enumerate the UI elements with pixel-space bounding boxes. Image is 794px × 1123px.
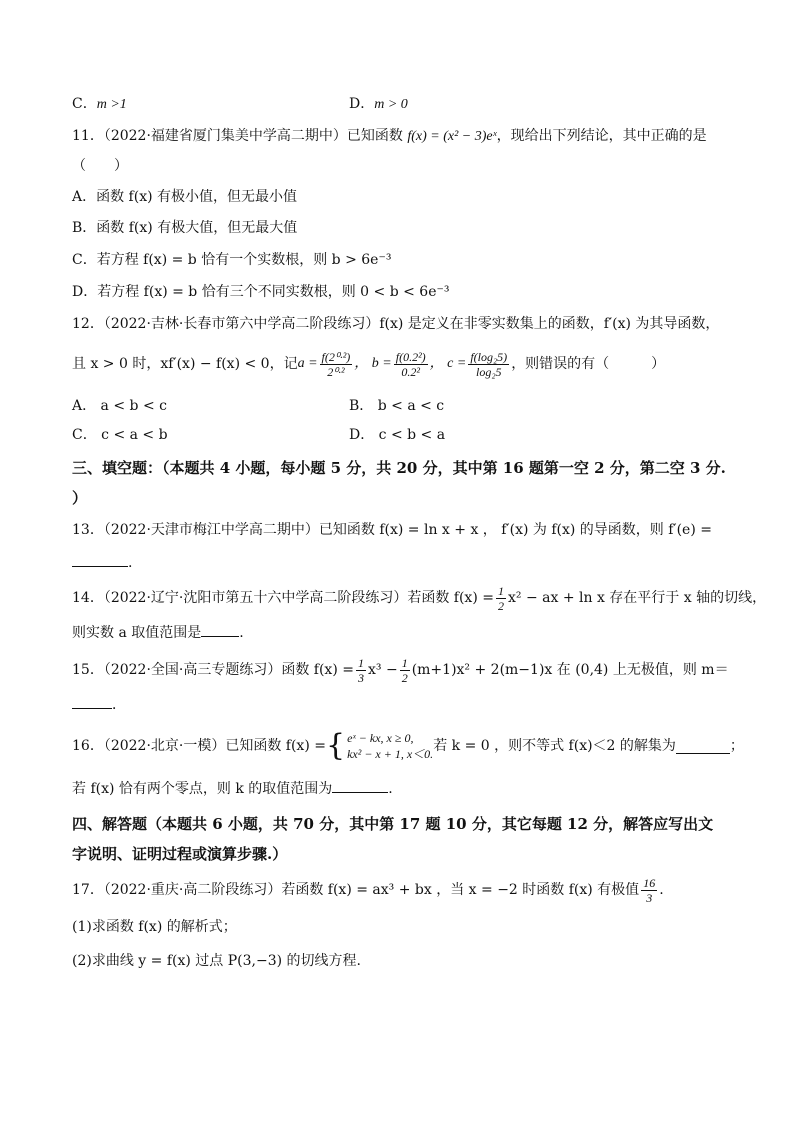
q16-semicolon: ； (729, 738, 744, 754)
q17-stem-text: 17．（2022·重庆·高二阶段练习）若函数 f(x) = ax³ + bx ，当 x = −2 时函数 f(x) 有极值 (72, 882, 640, 898)
left-brace-icon: { (325, 728, 346, 763)
section3-title-end: ） (72, 489, 88, 507)
q16-line2 (72, 778, 393, 799)
q11-option-a: A．函数 f(x) 有极小值，但无最小值 (72, 189, 298, 205)
section4-title-cont: 字说明、证明过程或演算步骤.） (72, 845, 288, 863)
q12-option-c: C． c < a < b (72, 427, 168, 443)
q10-option-c (72, 94, 127, 115)
q12-c-numerator: f(log₂5) (470, 349, 508, 364)
q14-blank[interactable] (201, 622, 239, 637)
q12-stem-line2 (72, 344, 665, 384)
q12-stem-line1: 12．（2022·吉林·长春市第六中学高二阶段练习）f(x) 是定义在非零实数集上的函数，f′(x) 为其导函数， (72, 316, 720, 332)
q12-a-denominator: 2⁰·² (327, 364, 345, 379)
q14-fraction (496, 584, 506, 613)
q16-end: . (388, 781, 393, 797)
q14-stem-suffix: x² − ax + ln x 存在平行于 x 轴的切线， (507, 590, 767, 606)
q13-end: . (128, 555, 133, 571)
q10-option-d-math: m > 0 (374, 97, 408, 112)
q16-case-2: kx² − x + 1, x＜0. (347, 747, 434, 761)
q13-stem: 13．（2022·天津市梅江中学高二期中）已知函数 f(x) = ln x + x ， f′(x) 为 f(x) 的导函数，则 f′(e) = (72, 522, 712, 538)
q12-option-b: B． b < a < c (349, 398, 445, 414)
q12-stem-suffix: ，则错误的有（ ） (511, 356, 666, 372)
q15-blank[interactable] (72, 694, 112, 709)
q11-stem-suffix: ，现给出下列结论，其中正确的是 (496, 128, 707, 144)
q10-option-d-label: D． (349, 96, 375, 112)
q12-a-fraction (320, 350, 353, 379)
q13-blank[interactable] (72, 552, 128, 567)
q12-c-lhs: ， c = (429, 356, 467, 371)
q16-blank-1[interactable] (676, 739, 730, 754)
q12-c-fraction (468, 350, 509, 379)
q16-stem-suffix: 若 k = 0 ，则不等式 f(x)＜2 的解集为 (433, 738, 676, 754)
q15-f2-denominator: 2 (401, 670, 408, 685)
q14-end: . (239, 625, 244, 641)
q16-blank-2[interactable] (332, 778, 388, 793)
q16-cases (347, 730, 433, 762)
q15-end: ． (112, 697, 126, 713)
q11-stem (72, 126, 707, 147)
q11-option-d: D．若方程 f(x) = b 恰有三个不同实数根，则 0 < b < 6e⁻³ (72, 284, 450, 300)
q14-line2-text: 则实数 a 取值范围是 (72, 625, 202, 641)
q15-mid: x³ − (367, 662, 398, 678)
q17-end: . (659, 882, 664, 898)
q11-stem-prefix: 11．（2022·福建省厦门集美中学高二期中）已知函数 (72, 128, 403, 144)
q11-option-c: C．若方程 f(x) = b 恰有一个实数根，则 b > 6e⁻³ (72, 252, 392, 268)
q16-stem (72, 726, 744, 766)
q12-a-lhs: a = (297, 356, 318, 371)
q17-denominator: 3 (646, 890, 653, 905)
q15-f2-numerator: 1 (401, 655, 408, 670)
q15-stem-prefix: 15．（2022·全国·高三专题练习）函数 f(x) = (72, 662, 354, 678)
q14-stem (72, 580, 766, 616)
q10-option-d (349, 94, 408, 115)
q13-answer-line (72, 552, 132, 573)
q12-option-a: A． a < b < c (72, 398, 167, 414)
q14-numerator: 1 (497, 583, 504, 598)
q12-b-fraction (394, 350, 428, 379)
q10-option-c-label: C． (72, 96, 97, 112)
q12-c-denominator: log₂5 (476, 364, 502, 379)
section3-title: 三、填空题：（本题共 4 小题，每小题 5 分，共 20 分，其中第 16 题第一空 2 分，第二空 3 分. (72, 459, 726, 477)
q15-fraction-1 (356, 656, 366, 685)
q17-sub2: (2)求曲线 y = f(x) 过点 P(3,−3) 的切线方程. (72, 953, 361, 969)
q15-answer-line (72, 694, 126, 715)
q12-b-lhs: ， b = (354, 356, 392, 371)
q12-b-denominator: 0.2² (401, 364, 420, 379)
q16-piecewise (326, 730, 433, 762)
q11-paren: （ ） (72, 158, 128, 174)
q12-a-numerator: f(2⁰·²) (321, 349, 351, 364)
q11-option-b: B．函数 f(x) 有极大值，但无最大值 (72, 220, 298, 236)
section4-title: 四、解答题（本题共 6 小题，共 70 分，其中第 17 题 10 分，其它每题 12 分，解答应写出文 (72, 815, 714, 833)
q17-numerator: 16 (643, 875, 656, 890)
q17-stem (72, 872, 664, 908)
q14-line2 (72, 622, 244, 643)
q15-stem-suffix: (m+1)x² + 2(m−1)x 在 (0,4) 上无极值，则 m＝ (411, 662, 729, 678)
q16-stem-prefix: 16．（2022·北京·一模）已知函数 f(x) = (72, 738, 326, 754)
q10-option-c-math: m >1 (96, 97, 127, 112)
q17-fraction (641, 876, 657, 905)
q14-denominator: 2 (497, 598, 504, 613)
q14-stem-prefix: 14．（2022·辽宁·沈阳市第五十六中学高二阶段练习）若函数 f(x) = (72, 590, 494, 606)
q16-case-1: eˣ − kx, x ≥ 0, (347, 731, 414, 745)
q12-b-numerator: f(0.2²) (395, 349, 426, 364)
q15-f1-denominator: 3 (357, 670, 364, 685)
q15-stem (72, 650, 729, 690)
q11-function: f(x) = (x² − 3)eˣ (407, 129, 497, 144)
q15-fraction-2 (400, 656, 410, 685)
q15-f1-numerator: 1 (357, 655, 364, 670)
q12-condition: 且 x > 0 时，xf′(x) − f(x) < 0，记 (72, 356, 298, 372)
q17-sub1: (1)求函数 f(x) 的解析式； (72, 919, 237, 935)
q16-line2-text: 若 f(x) 恰有两个零点，则 k 的取值范围为 (72, 781, 333, 797)
q12-option-d: D． c < b < a (349, 427, 446, 443)
